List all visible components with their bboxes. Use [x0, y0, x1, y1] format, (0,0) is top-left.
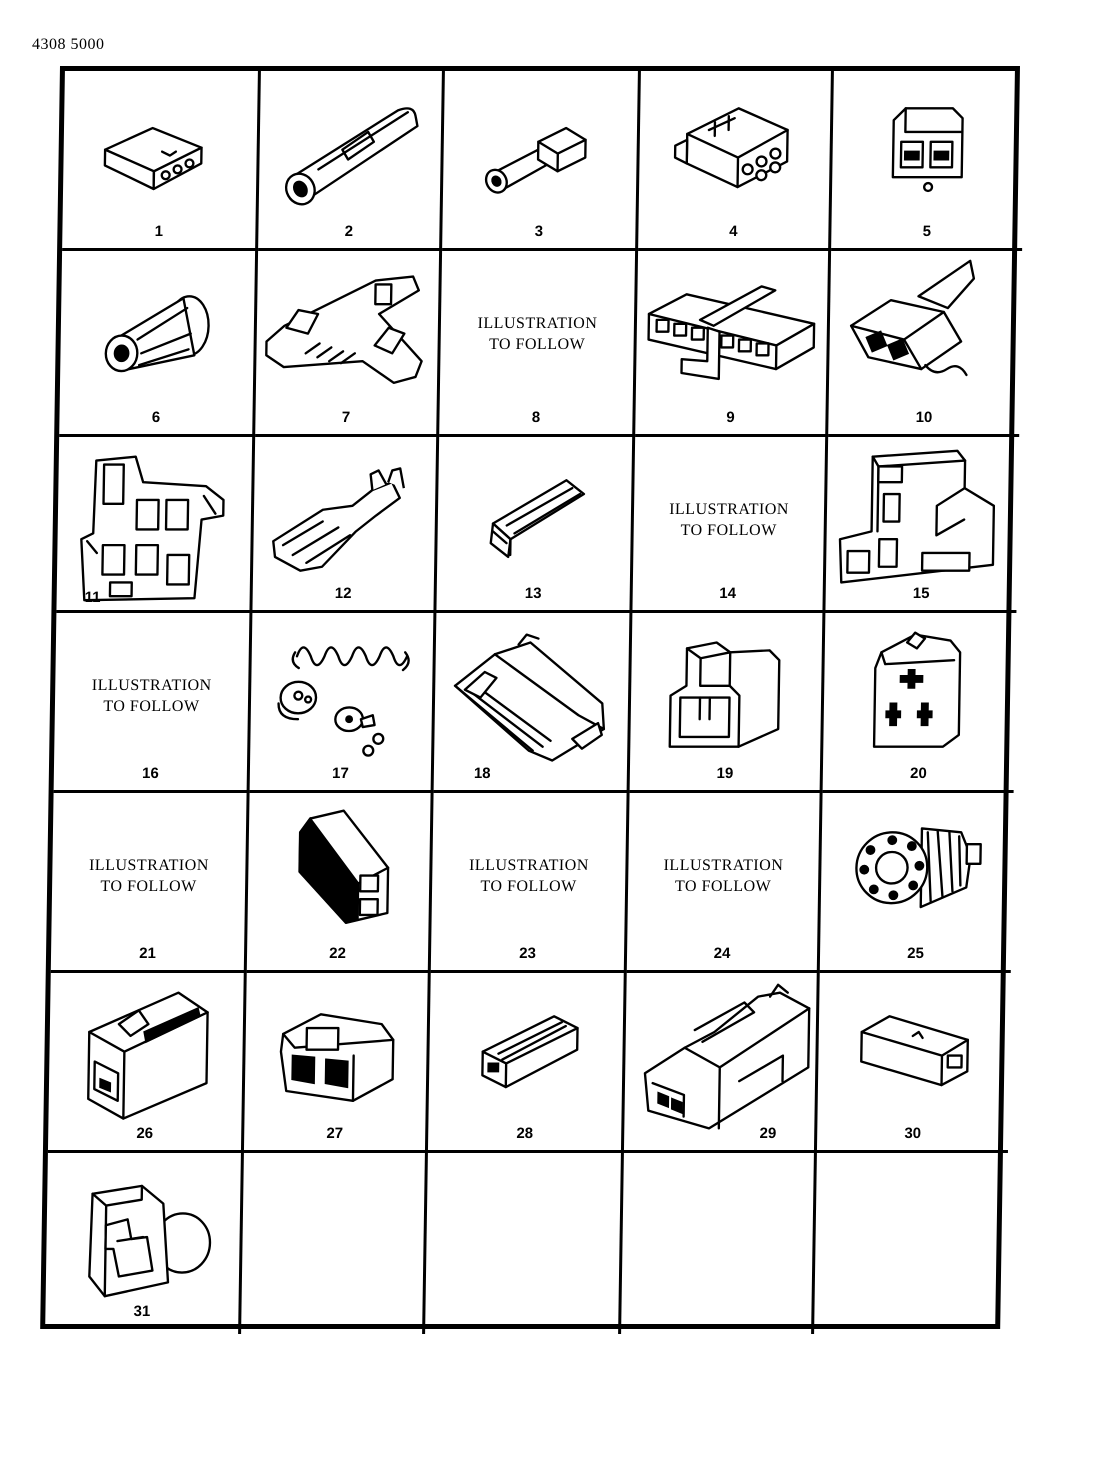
connector-cell-14 — [632, 437, 828, 613]
item-number: 2 — [344, 223, 354, 240]
item-number: 31 — [133, 1303, 151, 1320]
item-number: 3 — [534, 223, 544, 240]
item-number: 8 — [531, 409, 541, 426]
connector-cell-13 — [436, 437, 635, 613]
connector-cell-20 — [823, 613, 1017, 793]
connector-cell-28 — [428, 973, 627, 1153]
item-number: 21 — [139, 945, 157, 962]
item-number: 14 — [719, 585, 737, 602]
connector-22-icon — [247, 793, 431, 970]
item-number: 20 — [909, 765, 927, 782]
connector-6-icon — [59, 251, 255, 434]
connector-7-icon — [255, 251, 439, 434]
connector-9-icon — [635, 251, 828, 434]
item-number: 9 — [726, 409, 735, 426]
empty-cell — [814, 1153, 1008, 1334]
item-number: 12 — [334, 585, 352, 602]
connector-cell-17 — [250, 613, 437, 793]
connector-cell-22 — [247, 793, 434, 973]
connector-cell-5 — [831, 71, 1025, 251]
item-number: 26 — [136, 1125, 154, 1142]
connector-cell-2 — [258, 71, 445, 251]
empty-cell — [621, 1153, 817, 1334]
connector-1-icon — [62, 71, 258, 248]
item-number: 28 — [516, 1125, 534, 1142]
connector-cell-21 — [51, 793, 250, 973]
connector-cell-27 — [244, 973, 431, 1153]
illustration-placeholder: ILLUSTRATION TO FOLLOW — [669, 501, 790, 539]
connector-4-icon — [638, 71, 831, 248]
item-number: 11 — [84, 589, 101, 606]
illustration-placeholder: ILLUSTRATION TO FOLLOW — [477, 315, 598, 353]
connector-29-icon — [624, 973, 817, 1150]
connector-cell-23 — [431, 793, 630, 973]
item-number: 30 — [904, 1125, 922, 1142]
item-number: 29 — [759, 1125, 777, 1142]
connector-26-icon — [48, 973, 244, 1150]
connector-cell-18 — [434, 613, 633, 793]
connector-30-icon — [817, 973, 1011, 1150]
connector-cell-29 — [624, 973, 820, 1153]
connector-17-icon — [250, 613, 434, 790]
item-number: 27 — [326, 1125, 344, 1142]
illustration-placeholder: ILLUSTRATION TO FOLLOW — [663, 857, 784, 895]
connector-cell-11 — [56, 437, 255, 613]
connector-3-icon — [442, 71, 638, 248]
connector-cell-19 — [630, 613, 826, 793]
connector-5-icon — [831, 71, 1025, 248]
connector-27-icon — [244, 973, 428, 1150]
item-number: 18 — [473, 765, 491, 782]
item-number: 23 — [519, 945, 537, 962]
item-number: 22 — [329, 945, 347, 962]
connector-cell-3 — [442, 71, 641, 251]
illustration-placeholder: ILLUSTRATION TO FOLLOW — [91, 677, 212, 715]
connector-cell-8 — [439, 251, 638, 437]
item-number: 25 — [907, 945, 925, 962]
connector-cell-1 — [62, 71, 261, 251]
connector-20-icon — [823, 613, 1017, 790]
connector-cell-6 — [59, 251, 258, 437]
connector-cell-26 — [48, 973, 247, 1153]
connector-cell-16 — [54, 613, 253, 793]
connector-18-icon — [434, 613, 630, 790]
item-number: 10 — [915, 409, 933, 426]
connector-cell-4 — [638, 71, 834, 251]
connector-11-icon — [56, 437, 252, 610]
connector-cell-12 — [252, 437, 439, 613]
connector-cell-31 — [45, 1153, 244, 1334]
item-number: 16 — [141, 765, 159, 782]
connector-2-icon — [258, 71, 442, 248]
connector-10-icon — [828, 251, 1022, 434]
item-number: 15 — [912, 585, 930, 602]
empty-cell — [241, 1153, 428, 1334]
empty-cell — [425, 1153, 624, 1334]
connector-cell-15 — [825, 437, 1019, 613]
item-number: 24 — [713, 945, 731, 962]
illustration-placeholder: ILLUSTRATION TO FOLLOW — [88, 857, 209, 895]
connector-cell-9 — [635, 251, 831, 437]
connector-19-icon — [630, 613, 823, 790]
item-number: 1 — [154, 223, 164, 240]
connector-cell-30 — [817, 973, 1011, 1153]
connector-28-icon — [428, 973, 624, 1150]
illustration-placeholder: ILLUSTRATION TO FOLLOW — [468, 857, 589, 895]
item-number: 19 — [716, 765, 734, 782]
item-number: 4 — [729, 223, 738, 240]
connector-cell-25 — [820, 793, 1014, 973]
item-number: 5 — [922, 223, 932, 240]
item-number: 7 — [341, 409, 351, 426]
item-number: 17 — [331, 765, 349, 782]
document-number: 4308 5000 — [32, 36, 105, 53]
connector-cell-7 — [255, 251, 442, 437]
connector-grid — [40, 66, 1020, 1329]
connector-cell-24 — [627, 793, 823, 973]
connector-cell-10 — [828, 251, 1022, 437]
item-number: 13 — [524, 585, 542, 602]
item-number: 6 — [151, 409, 161, 426]
connector-25-icon — [820, 793, 1014, 970]
